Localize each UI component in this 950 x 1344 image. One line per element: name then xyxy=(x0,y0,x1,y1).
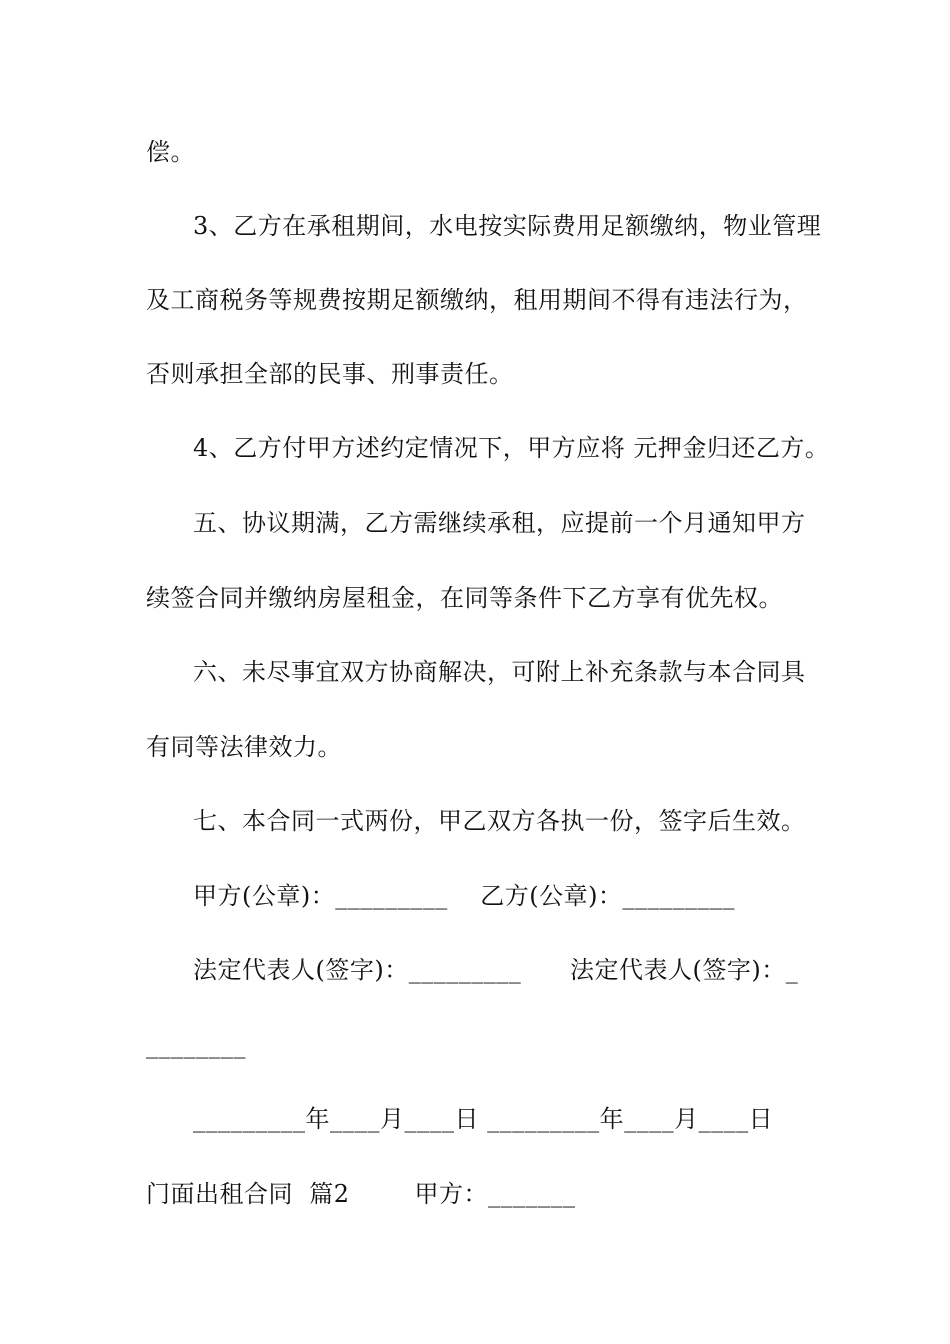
paragraph-line: 七、本合同一式两份，甲乙双方各执一份，签字后生效。 xyxy=(193,807,806,835)
signature-line-continuation: ________ xyxy=(146,1031,246,1059)
paragraph-line: 有同等法律效力。 xyxy=(146,733,342,761)
section-heading-contract-2: 门面出租合同 篇2 甲方：_______ xyxy=(146,1180,576,1208)
paragraph-line: 及工商税务等规费按期足额缴纳，租用期间不得有违法行为， xyxy=(146,286,808,314)
signature-line-seal: 甲方(公章)：_________ 乙方(公章)：_________ xyxy=(193,882,735,910)
paragraph-line: 五、协议期满，乙方需继续承租，应提前一个月通知甲方 xyxy=(193,509,806,537)
paragraph-line: 3、乙方在承租期间，水电按实际费用足额缴纳，物业管理 xyxy=(193,212,822,240)
paragraph-line: 4、乙方付甲方述约定情况下，甲方应将 元押金归还乙方。 xyxy=(193,434,830,462)
paragraph-line: 偿。 xyxy=(146,138,195,166)
paragraph-line: 六、未尽事宜双方协商解决，可附上补充条款与本合同具 xyxy=(193,658,806,686)
signature-line-representative: 法定代表人(签字)：_________ 法定代表人(签字)：_ xyxy=(193,956,799,984)
date-line: _________年____月____日 _________年____月____日 xyxy=(193,1105,774,1133)
paragraph-line: 续签合同并缴纳房屋租金，在同等条件下乙方享有优先权。 xyxy=(146,584,783,612)
paragraph-line: 否则承担全部的民事、刑事责任。 xyxy=(146,360,514,388)
